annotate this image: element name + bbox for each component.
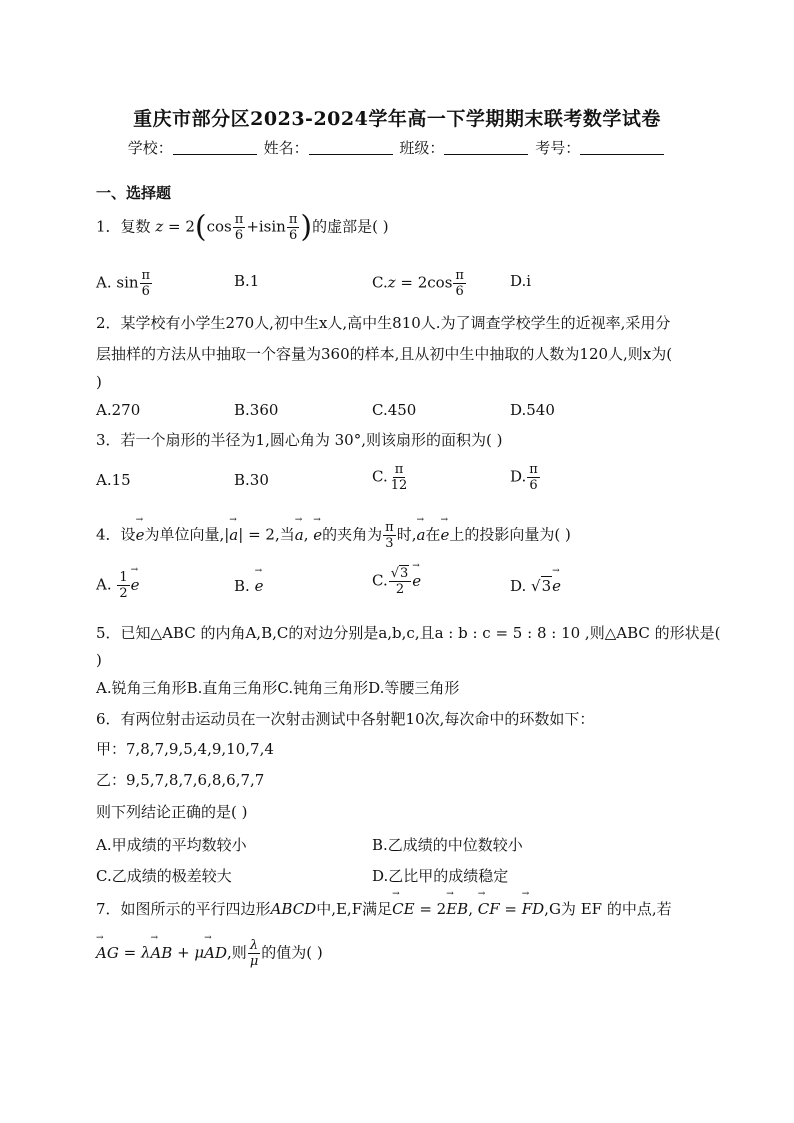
question-5-number: 5． — [96, 624, 121, 642]
class-label: 班级： — [399, 139, 445, 157]
question-4-option-b[interactable]: B. → e — [234, 577, 263, 595]
question-1-stem: 1．复数 z = 2(cos $\frac{\pi}{6}$ +isin $\frac{\pi}{6}$ )的虚部是( ) — [96, 209, 389, 245]
question-4-option-c[interactable]: C. $\frac{√3}{2}$ → e — [372, 566, 421, 597]
number-label: 考号： — [535, 139, 581, 157]
question-1-option-b[interactable]: B.1 — [234, 272, 260, 290]
school-blank[interactable] — [173, 140, 257, 155]
question-2-line-1: 2．某学校有小学生270人,初中生x人,高中生810人.为了调查学校学生的近视率,采用分 — [96, 314, 671, 332]
question-7-line-2: → AG = λ→ AB + μ→ AD,则 $\frac{\lambda}{\mu}$ 的值为( ) — [96, 938, 323, 969]
question-6-data-jia: 甲：7,8,7,9,5,4,9,10,7,4 — [96, 740, 274, 758]
question-6-option-a[interactable]: A.甲成绩的平均数较小 — [96, 836, 247, 854]
question-6-option-c[interactable]: C.乙成绩的极差较大 — [96, 867, 232, 885]
name-label: 姓名： — [263, 139, 309, 157]
question-3-option-b[interactable]: B.30 — [234, 471, 269, 489]
question-6-option-d[interactable]: D.乙比甲的成绩稳定 — [372, 867, 509, 885]
question-2-option-a[interactable]: A.270 — [96, 401, 141, 419]
class-blank[interactable] — [444, 140, 528, 155]
question-6-option-b[interactable]: B.乙成绩的中位数较小 — [372, 836, 523, 854]
school-label: 学校： — [127, 139, 173, 157]
question-4-number: 4． — [96, 525, 121, 544]
question-2-option-d[interactable]: D.540 — [510, 401, 555, 419]
question-2-option-c[interactable]: C.450 — [372, 401, 417, 419]
number-blank[interactable] — [580, 140, 664, 155]
student-info-line — [0, 137, 794, 158]
exam-title: 重庆市部分区2023-2024学年高一下学期期末联考数学试卷 — [133, 108, 661, 130]
question-2-line-2: 层抽样的方法从中抽取一个容量为360的样本,且从初中生中抽取的人数为120人,则x为( — [96, 345, 673, 363]
question-4-option-a[interactable]: A. $\frac{1}{2}$ → e — [96, 570, 140, 601]
question-3-stem: 3．若一个扇形的半径为1,圆心角为 30°,则该扇形的面积为( ) — [96, 431, 503, 449]
question-5-line-1: 5．已知△ABC 的内角A,B,C的对边分别是a,b,c,且a : b : c = 5 : 8 : 10 ,则△ABC 的形状是( — [96, 624, 721, 642]
question-1-number: 1． — [96, 217, 121, 236]
question-2-line-3: ) — [96, 373, 102, 391]
question-3-number: 3． — [96, 431, 121, 449]
question-6-data-yi: 乙：9,5,7,8,7,6,8,6,7,7 — [96, 771, 265, 789]
question-7-line-1: 7．如图所示的平行四边形ABCD中,E,F满足→ CE = 2→ EB, → CF = → FD,G为 EF 的中点,若 — [96, 898, 672, 919]
question-3-option-a[interactable]: A.15 — [96, 471, 131, 489]
question-1-option-c[interactable]: C.z = 2cos $\frac{\pi}{6}$ — [372, 268, 464, 299]
question-3-option-c[interactable]: C. $\frac{\pi}{12}$ — [372, 462, 408, 493]
question-6-prompt: 则下列结论正确的是( ) — [96, 803, 248, 821]
question-2-number: 2． — [96, 314, 121, 332]
question-1-option-d[interactable]: D.i — [510, 272, 532, 290]
question-6-number: 6． — [96, 710, 121, 728]
question-3-option-d[interactable]: D. $\frac{\pi}{6}$ — [510, 462, 538, 493]
question-7-number: 7． — [96, 900, 121, 918]
question-5-options[interactable]: A.锐角三角形B.直角三角形C.钝角三角形D.等腰三角形 — [96, 679, 460, 697]
section-heading: 一、选择题 — [96, 184, 172, 202]
question-2-option-b[interactable]: B.360 — [234, 401, 279, 419]
question-5-line-2: ) — [96, 651, 102, 669]
question-1-option-a[interactable]: A. sin $\frac{\pi}{6}$ — [96, 268, 151, 299]
question-6-line-1: 6．有两位射击运动员在一次射击测试中各射靶10次,每次命中的环数如下： — [96, 710, 595, 728]
question-4-stem: 4．设→ e为单位向量,|→ a| = 2,当→ a, → e的夹角为 $\frac{\pi}{3}$ 时,→ a在→ e上的投影向量为( ) — [96, 520, 571, 551]
name-blank[interactable] — [309, 140, 393, 155]
question-4-option-d[interactable]: D. √3→ e — [510, 577, 561, 595]
